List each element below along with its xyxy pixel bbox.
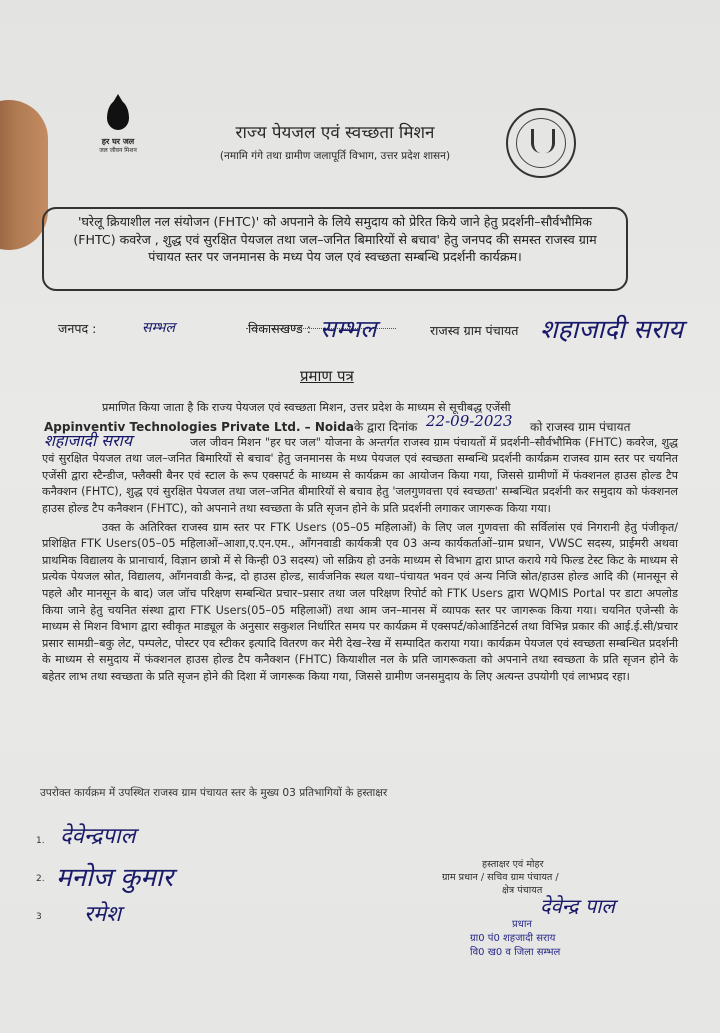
district-label: जनपद :	[58, 321, 97, 336]
thumb	[0, 100, 48, 250]
panchayat-value: शहाजादी सराय	[540, 315, 684, 345]
doc-title: प्रमाण पत्र	[300, 367, 354, 385]
signature-2: मनोज कुमार	[56, 863, 174, 893]
stamp-blue-1: प्रधान	[512, 919, 532, 930]
date-label: के द्वारा दिनांक	[354, 419, 418, 434]
har-ghar-jal-logo	[88, 100, 148, 154]
pradhan-signature: देवेन्द्र पाल	[540, 894, 615, 918]
agency-name: Appinventiv Technologies Private Ltd. – Noida	[44, 419, 354, 434]
sig-num-2: 2.	[36, 874, 45, 884]
up-government-seal-icon	[506, 108, 576, 178]
logo-text: हर घर जल	[101, 137, 135, 146]
panchayat-handwritten: शहाजादी सराय	[44, 430, 133, 450]
sig-num-1: 1.	[36, 836, 45, 846]
stamp-line3: क्षेत्र पंचायत	[502, 885, 543, 896]
org-title: राज्य पेयजल एवं स्वच्छता मिशन	[235, 123, 435, 143]
stamp-blue-2: ग्रा0 पं0 शहजादी सराय	[470, 933, 556, 944]
para1-body: जल जीवन मिशन "हर घर जल" योजना के अन्तर्गत राजस्व ग्राम पंचायतों में प्रदर्शनी–सौर्वभौमिक (FHTC) कवरेज, शुद्ध एवं सुरक्षित पेयजल तथा जल–जनित बिमारियों से बचाव' हेतु जनमानस के मध्य पेयजल एवं स्वच्छता सम्बन्धि प्रदर्शनी कार्यक्रम राजस्व ग्राम स्तर पर चयनित एजेंसी द्वारा स्टैन्डीज, फ्लैक्सी बैनर एवं स्टाल के रूप एक्सपर्ट के माध्यम से कार्यक्रम का आयोजन किया गया, जिससे ग्रामीणों में फंक्शनल हाउस होल्ड टैप कनैक्शन (FHTC), शुद्ध एवं सुरक्षित पेयजल तथा जल–जनित बीमारियों से बचाव हेतु 'जलगुणवत्ता एवं स्वच्छता' सम्बन्धित प्रदर्शनी कर समुदाय को फंक्शनल हाउस होल्ड टैप कनैक्शन (FHTC), को अपनाने तथा स्वच्छता के प्रति सृजन होने के प्रति प्रदर्शनी लगाकर जागरूक किया गया।	[42, 435, 678, 515]
panchayat-suffix: को राजस्व ग्राम पंचायत	[530, 419, 631, 434]
district-value: सम्भल	[142, 320, 175, 336]
org-subtitle: (नमामि गंगे तथा ग्रामीण जलापूर्ति विभाग, उत्तर प्रदेश शासन)	[219, 150, 451, 162]
stamp-line2: ग्राम प्रधान / सचिव ग्राम पंचायत /	[442, 872, 559, 883]
date-value: 22-09-2023	[426, 411, 513, 430]
stamp-line1: हस्ताक्षर एवं मोहर	[482, 859, 544, 870]
sig-num-3: 3	[36, 912, 42, 922]
block-label: विकासखण्ड :	[248, 321, 311, 336]
attendance-note: उपरोक्त कार्यक्रम में उपस्थित राजस्व ग्राम पंचायत स्तर के मुख्य 03 प्रतिभागियों के हस्ताक्षर	[40, 787, 388, 799]
letterhead	[185, 120, 485, 163]
certificate-body	[42, 400, 678, 688]
panchayat-label: राजस्व ग्राम पंचायत	[430, 323, 519, 338]
water-drop-icon	[107, 100, 129, 130]
blue-stamp	[470, 918, 670, 960]
block-value: सम्भल	[320, 315, 377, 343]
signature-1: देवेन्द्रपाल	[60, 824, 136, 849]
stamp-blue-3: वि0 ख0 व जिला सम्भल	[470, 947, 561, 958]
program-description-box: 'घरेलू क्रियाशील नल संयोजन (FHTC)' को अपनाने के लिये समुदाय को प्रेरित किये जाने हेतु प्रदर्शनी–सौर्वभौमिक (FHTC) कवरेज , शुद्ध एवं सुरक्षित पेयजल तथा जल–जनित बिमारियों से बचाव' हेतु जनपद की समस्त राजस्व ग्राम पंचायत स्तर पर जनमानस के मध्य पेय जल एवं स्वच्छता सम्बन्धि प्रदर्शनी कार्यक्रम।	[42, 207, 628, 291]
para2: उक्त के अतिरिक्त राजस्व ग्राम स्तर पर FTK Users (05–05 महिलाओं) के लिए जल गुणवत्ता की सर्विलांस एवं निगरानी हेतु पंजीकृत/प्रशिक्षित FTK Users(05–05 महिलाओं–आशा,ए.एन.एम., आँगनवाडी कार्यकत्री एव 03 अन्य कार्यकर्ताओं–ग्राम प्रधान, VWSC सदस्य, प्राईमरी अथवा प्राथमिक विद्यालय के प्रानाचार्य, विज्ञान छात्रो में से किन्ही 03 सदस्य) जो सक्रिय हो उनके माध्यम से विभाग द्वारा प्राप्त कराये गये फिल्ड टेस्ट किट के माध्यम से प्रत्येक पेयजल स्रोत, विद्यालय, आँगनवाडी केन्द्र, दो हाउस होल्ड, सार्वजनिक स्थल यथा–पंचायत भवन एवं अन्य निजि स्रोत/हाउस होल्ड आदि की (मानसून से पहले और मानसून के बाद) जल जॉच परिक्षण सम्बन्धित प्रचार–प्रसार तथा जल परिक्षण रिपोर्ट को FTK Users द्वारा WQMIS Portal पर डाटा अपलोड किया जाने हेतु चयनित संस्था द्वारा FTK Users(05–05 महिलाओं) तथा आम जन–मानस में व्यापक स्तर पर जागरूक किया गया। चयनित एजेन्सी के माध्यम से मिशन विभाग द्वारा स्वीकृत माड्यूल के अनुसार सकुशल निर्धारित समय पर कार्यक्रम में एक्सपर्ट/कोआर्डिनेटर्स तथा विभिन्न प्रकार की आई.ई.सी/प्रचार प्रसार सामग्री–बकु लेट, पम्पलेट, पोस्टर एव स्टीकर इत्यादि वितरण कर मेरी देख–रेख में सम्पादित कराया गया। कार्यक्रम पेयजल एवं स्वच्छता सम्बन्धित प्रदर्शनी के माध्यम से समुदाय में फंक्शनल हाउस होल्ड टैप कनैक्शन (FHTC) कियाशील नल के प्रति जागरूकता को अपनाने तथा स्वच्छता के प्रति सृजन होने के बहेतर लाभ तथा स्वच्छता के प्रति सृजन होने की दिशा में जागरूक किया गया, जिससे ग्रामीण जनसमुदाय के लिए अत्यन्त उपयोगी एवं लाभप्रद रहा।	[42, 520, 678, 683]
para1-line1: प्रमाणित किया जाता है कि राज्य पेयजल एवं स्वच्छता मिशन, उत्तर प्रदेश के माध्यम से सूचीबद्ध एजेंसी	[102, 401, 511, 414]
signature-3: रमेश	[84, 902, 122, 927]
logo-subtext: जल जीवन मिशन	[99, 147, 137, 154]
